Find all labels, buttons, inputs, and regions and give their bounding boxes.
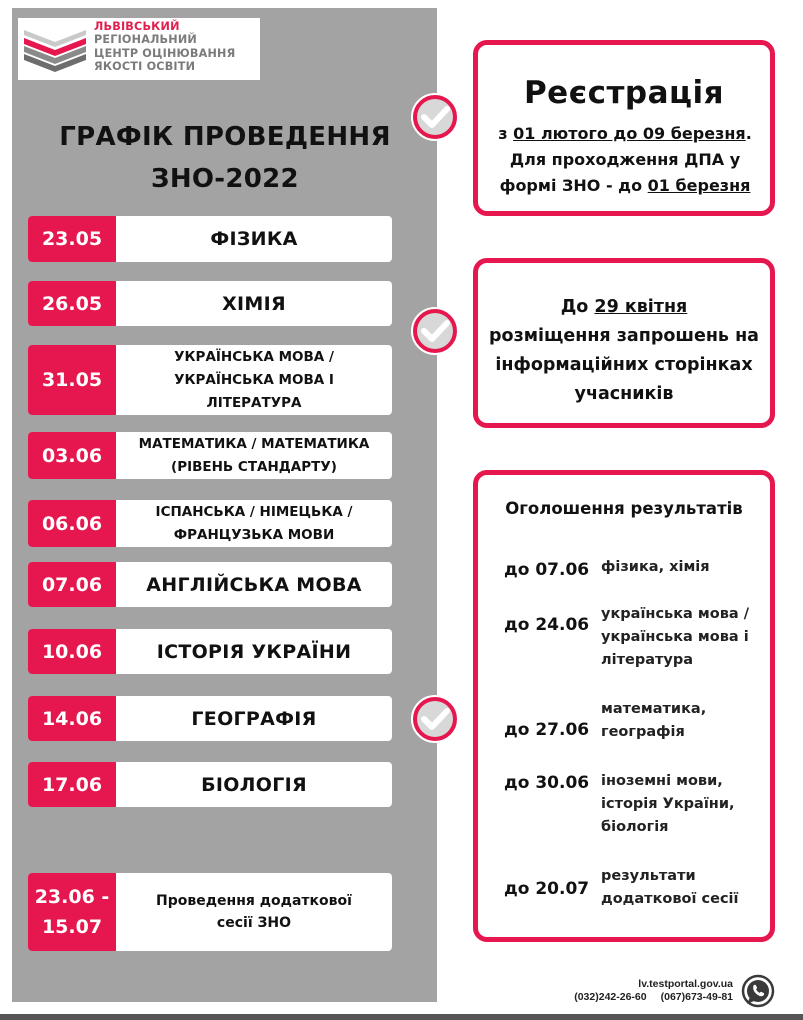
whatsapp-icon — [741, 974, 775, 1008]
registration-card — [473, 40, 775, 216]
logo-line-3: ЦЕНТР ОЦІНЮВАННЯ — [94, 46, 236, 60]
schedule-row — [28, 281, 392, 326]
schedule-row — [28, 500, 392, 547]
exam-subject: ІСТОРІЯ УКРАЇНИ — [156, 640, 352, 663]
exam-subject: ФІЗИКА — [210, 228, 298, 250]
exam-date: 07.06 — [28, 562, 116, 607]
exam-date: 31.05 — [28, 345, 116, 415]
exam-subject: АНГЛІЙСЬКА МОВА — [146, 573, 362, 596]
logo-line-2: РЕГІОНАЛЬНИЙ — [94, 33, 197, 47]
schedule-row — [28, 216, 392, 262]
result-subjects: результати додаткової сесії — [601, 868, 739, 907]
schedule-row — [28, 696, 392, 741]
exam-subject: Проведення додаткової сесії ЗНО — [156, 893, 352, 931]
result-date: до 27.06 — [504, 720, 590, 740]
invitations-card — [473, 258, 775, 428]
result-subjects: українська мова / українська мова і література — [601, 606, 750, 668]
logo — [18, 18, 260, 80]
check-icon — [410, 694, 460, 744]
result-subjects: фізика, хімія — [601, 559, 710, 575]
result-subjects: іноземні мови, історія України, біологія — [601, 773, 735, 835]
invitations-text: До 29 квітня розміщення запрошень на інформаційних сторінках учасників — [489, 297, 759, 404]
exam-subject: БІОЛОГІЯ — [201, 773, 307, 796]
exam-subject: МАТЕМАТИКА / МАТЕМАТИКА (РІВЕНЬ СТАНДАРТУ) — [138, 435, 370, 475]
result-date: до 07.06 — [504, 560, 590, 580]
exam-subject: ГЕОГРАФІЯ — [191, 707, 317, 730]
exam-date: 06.06 — [28, 500, 116, 547]
results-title: Оголошення результатів — [505, 499, 743, 518]
exam-subject: ІСПАНСЬКА / НІМЕЦЬКА / ФРАНЦУЗЬКА МОВИ — [155, 503, 353, 543]
result-subjects: математика, географія — [601, 701, 707, 740]
schedule-row — [28, 345, 392, 415]
logo-line-4: ЯКОСТІ ОСВІТИ — [94, 60, 196, 74]
exam-date: 17.06 — [28, 762, 116, 807]
result-date: до 20.07 — [504, 879, 590, 899]
registration-title: Реєстрація — [523, 75, 725, 111]
schedule-row-extra-session — [28, 873, 392, 951]
exam-subject: ХІМІЯ — [222, 292, 286, 315]
exam-date: 23.06 - 15.07 — [28, 873, 116, 951]
result-date: до 30.06 — [504, 773, 590, 793]
results-card — [473, 470, 775, 942]
exam-subject: УКРАЇНСЬКА МОВА / УКРАЇНСЬКА МОВА І ЛІТЕРАТУРА — [174, 348, 334, 411]
schedule-row — [28, 762, 392, 807]
footer-contacts — [574, 978, 733, 1004]
exam-date: 14.06 — [28, 696, 116, 741]
exam-date: 23.05 — [28, 216, 116, 262]
check-icon — [410, 92, 460, 142]
schedule-row — [28, 432, 392, 479]
exam-date: 10.06 — [28, 629, 116, 674]
exam-date: 26.05 — [28, 281, 116, 326]
logo-line-1: ЛЬВІВСЬКИЙ — [94, 20, 180, 33]
schedule-row — [28, 629, 392, 674]
result-date: до 24.06 — [504, 615, 590, 635]
bottom-divider — [0, 1014, 803, 1020]
footer-phone-2: (067)673-49-81 — [660, 991, 733, 1003]
footer-site[interactable]: lv.testportal.gov.ua — [638, 978, 733, 990]
page-title — [30, 116, 420, 200]
schedule-row — [28, 562, 392, 607]
registration-text: з 01 лютого до 09 березня. Для проходження ДПА у формі ЗНО - до 01 березня — [498, 124, 752, 195]
footer-phone-1: (032)242-26-60 — [574, 991, 647, 1003]
check-icon — [410, 306, 460, 356]
logo-book-icon — [22, 24, 88, 74]
exam-date: 03.06 — [28, 432, 116, 479]
title-line-1: ГРАФІК ПРОВЕДЕННЯ — [59, 122, 391, 152]
title-line-2: ЗНО-2022 — [151, 164, 299, 194]
